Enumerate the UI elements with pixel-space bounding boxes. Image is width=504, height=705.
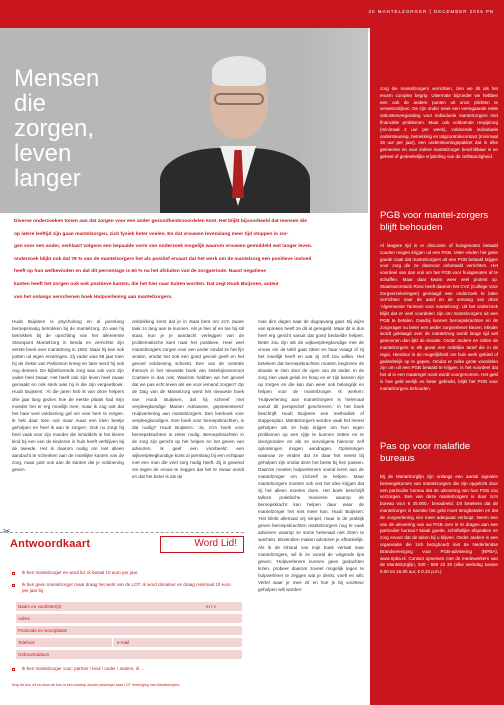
top-bar [0,0,504,28]
headline-line: langer [14,165,81,192]
body-column-3: man dire dagen naar de dagopvang gaat. Bij wijze van spreken heeft ze dit al geregeld. Maar dit is dus heel erg gericht vanuit dat goed bedoelde helpen. Beter zou zijn als de wijkverpleegkundige met de vrouw om de tafel gaat zitten en haar vraagt of zij het moeilijk heeft en wat zij zelf zou willen. Het betekent dat beroepskrachten moeten beginnen de situatie te zien door de ogen van de ander. In de zorg zien vaak geluk en hoop en er zijn kansen zijn op zorgen en die kan dan weer ook belangrijk en helpen voor de mantelzorger. Ik werken: 'Hulpverlening aan mantelzorgers is helemaal vanuit dit perspectief geschreven.' In het boek beschrijft Huub Buijssen een methodiek of stappenplan. Mantelzorgers worden vaak het meest geholpen als ze hulp krijgen om hun eigen problemen op een rijtje te kunnen zetten en te doorgronden en als ze vervolgens hiervoor zelf oplossingen mogen aandragen. Oplossingen waarvan ze vinden dat ze daar het meest bij geholpen zijn omdat deze het beste bij hen passen. Daarom moeten hulpverleners vooral leren aan de mantelzorger om zichzelf te helpen. Maar mantelzorgers moeten ook niet het idee krijgen dat zij het alleen moeten doen. Het boek beschrijft talloze praktische manieren waarop de beroepskracht kan helpen daar waar de mantelzorger het met meer kan. Huub Buijssen: 'Het klinkt allemaal vrij simpel, maar in de praktijk geven beroepskrachten mantelzorgers nog te vaak adviezen waarop ze soms helemaal niet zitten te wachten. Bovendien maken adviezen je afhankelijk. Als ik de inhoud van mijn boek vertaal naar mantelzorgers, wil ik ze vooral de volgende tips geven: 'Hulpverleners kunnen geen gedachten lezen, probeer daarom zoveel mogelijk tegen te hulpverlener te zeggen wat je denkt, voelt en wilt. Vertel waar je mee zit en hoe je bij voorkeur geholpen wilt worden'. [258,319,364,592]
address-field[interactable] [16,614,242,624]
phone-label: Telefoon [18,640,36,645]
sidebar-body-pgb: Al langere tijd is er discussie of huisgenoten betaald zouden mogen krijgen uit een PGB. Veler vinden het geen goede zaak dat mantelzorgers uit een PGB betaald krijgen voor zorg die ze daarvoor onbetaald verrichten. Het voordeel van dan ook om het PGB voor huisgenoten af te schaffen. Maar daar kwam weer veel protest op. Staatssecretaris Ross heeft daarom het CVZ (College Voor Zorgverzekeringen) gevraagd een onderzoek te laten verrichten naar de aard en de omvang van deze 'Algemeente Tarieven voor mantelzorg'. Uit het onderzoek blijkt dat er veel voordelen zijn om mantelzorgers uit een PGB te betalen. Daarbij kunnen beroepskrachten en de zorgvrager nu beter een ander zorgverlener kiezen. Minder wordt geklaagd over de mantelzorg wordt lange tijd wel gewonnen dan lijkt de situatie. Onder andere en zullen de mantelzorgers in elk geval een redelijke tarief die in de regio. Hierdoor is de mogelijkheid om huis werk gebied of gedeeltelijk op te gepen. Omdat er zulke grote voordelen zijn om uit een PGB betaald te krijgen, is het voordeel dat het al in een maatregel nooit wordt voorgenomen. Het geld is hoe geld eerlijk en beter gebruikt, blijkt het PGB voor mantelzorgers behouden. [380,243,498,391]
article-headline [14,66,99,191]
lead-line: van het onlangs verschenen boek Hulpverlening aan mantelzorgers. [14,294,173,300]
sidebar-heading-bureaus: Pas op voor malafide bureaus [380,441,471,464]
postal-field[interactable] [16,626,242,636]
birthdate-field[interactable] [16,650,242,660]
option-checkbox[interactable] [12,668,15,671]
hero-photo [0,28,368,213]
join-badge: Word Lid! [160,536,244,553]
lead-line: onderzoek blijkt ook dat 76 % van de mantelzorgers het als positief ervaart dat het werk om de mantelzorg een positieve invloed [14,256,312,262]
body-column-1: Huub Buijssen is psycholoog en al jarenlang beroepsmatig betrokken bij de mantelzorg. Zo was hij betrokken bij de oprichting van het allereerste Steunpunt Mantelzorg in Breda en verrichtte zijn eerste boek over mantelzorg in 1992. Maar hij kan ook putten uit eigen ervaringen. Zij vader was 58 jaar toen hij de ziekte van Parkinson kreeg en later werd hij ook nog dement. De bijbehorende zorg was ook voor zijn vader heel zwaar. Het heeft ook zijn leven heel zwaar gemaakt en ook sterk was hij in die zijn vergeetboek. Huub Buijssen: 'Al die jaren heb ik van deze helpers drie jaar lang gezien hoe de eerste plaats had mijn moeder het er erg moeilijk mee, maar ik zag ook dat het haar veel voldoening gaf om voor hem te zorgen. Ik heb daar toen ook maar maar een klein beetje geholpen en heel ik aan te zorgen'. Ook nu zorgt hij heel vaak voor zijn moeder die inmiddels in het kleine kind bij een van de kinderen in huis heeft verblijven bij de tweede. Het is daarom nodig om niet alleen aandacht te schenken aan de moeilijke kanten van de zorg, maar juist ook aan de kanten die je voldoening geven. [12,319,124,472]
headline-line: zorgen, [14,115,95,142]
option-checkbox[interactable] [12,584,15,587]
answer-card-title: Antwoordkaart [10,538,91,550]
lead-line: kanten heeft het zorgen ook ook positieve kanten, die het hier naar buiten worden. Dat zegt Huub Buijssen, auteur [14,281,279,287]
lead-line: Diverse onderzoeken tonen aan dat zorgen voor een ander gezondheidsvoordelen kent. Het blijkt bijvoorbeeld dat mensen die [14,219,307,224]
option-checkbox[interactable] [12,572,15,575]
phone-field[interactable] [16,638,242,648]
address-label: Adres [18,616,30,621]
option-member: Ik ben mantelzorger en word lid. Ik betaal 10 euro per jaar. [22,570,139,575]
gender-label: m / v [206,604,216,609]
answer-card-footer: Knip de bon uit en stuur de bon in een envelop zonder postzegel naar LOT Vereniging van Mantelzorgers. [12,683,181,687]
postal-label: Postcode en woonplaats [18,628,68,633]
portrait-glasses [214,93,264,105]
body-column-2: ontdekking komt dat je in staat bent om zo'n zware taak zo lang aan te kunnen. Als je hier af en toe bij stil staat, kun je je aandacht verleggen van de problematische kant naar het positieve. Heel veel mantelzorgers zorgen voor een ander omdat ze het fijn vinden, omdat het ook een goed gevoel geeft en het gevoel voldoening schenkt. Een van de centrale thema's in het nieuwste boek van Notebijnsvennoot Coetsee is dan ook: Waarom hebben we het gevoel dat we pas echt leven als we voor iemand zorgen? Op de Dag van de Mantelzorg werd het nieuwste boek van Huub Buijssen, dat hij schreef met verpleegkundige Marian Adriaanse, gepresenteerd: Hulpverlening aan mantelzorgers. Een leerboek voor verpleegkundigen. Een boek voor beroepskrachten, is dat nodig? Huub Buijssen: 'Ja, zo'n boek voor beroepskrachten is zeker nodig. Beroepskrachten in de zorg zijn gericht op het helpen en het geven van adviezen. Ik geef een voorbeeld: een wijkverpleegkundige komt al jarenlang bij een echtpaar met een man die veel zorg nodig heeft. Zij is gewend om tegen de vrouw te zeggen dat het te zwaar wordt en dat het beter is als de [132,319,244,480]
scissors-icon: ✂ [3,526,11,536]
lead-line: gen voor een ander, verklaart volgens een bepaalde vorm van onderzoek mogelijk waarom vrouwen gemiddeld wat langer leven. [14,244,313,250]
option-care-relation: Ik ben mantelzorger voor: partner / kind / ouder / anders, nl. ... [22,666,146,671]
cut-line [0,532,244,533]
birthdate-label: Geboortedatum [18,652,50,657]
sidebar-intro: zorg die mantelzorgers verrichten, zien we dit als het enorm complex begrip. Uitermate bijzonder we hebben een ook de andere punten uit onze plichten te verwezenlijken. De zijn onder meer een verregaande reële onkostenvergoeding voor individuele mantelzorgers met financiële problemen. Maar ook voldoende respijtzorg (minimaal 4 uur per week), voldoende individuele ondersteuning, betrekking en tolgcontrolecontact (minimaal 26 uur per jaar), een ondersteuningspakket dat in elke gemeente en voor iedere mantelzorger beschikbaar is en geheel of gedeeltelijke vrijstelling van de zelfstandigheid. [380,86,498,159]
name-field[interactable] [16,602,242,612]
article-lead [12,216,362,304]
photo-background [300,28,368,213]
lead-line: op latere leeftijd zijn gaan mantelzorgen, zich fysiek beter voelen. En dat vrouwen levenslang meer tijd stoppen in zor- [14,231,289,237]
headline-line: Mensen [14,65,100,92]
sidebar-heading-pgb: PGB voor mantel-zorgers blijft behouden [380,210,489,233]
name-label: Naam en voorletter(s) [18,604,62,609]
headline-line: die [14,90,47,117]
sidebar [370,28,504,705]
option-donor: Ik ben geen mantelzorger maar draag het werk van de LOT. Ik word donateur en draag minimaal 10 euro per jaar bij. [22,582,231,593]
portrait-hair [212,56,266,86]
email-label: e-mail [112,638,129,648]
sidebar-body-bureaus: Bij de Mantelzorglijn zijn onlangs een aantal signalen binnengekomen van mantelzorgers die zijn opgelicht door een particulier bureau dat de uitvoering van hun PGB zou verzorgen. Een van deze mantelzorgers is door zo'n bureau voor € 35.000,- benadeeld. Dit betekent dat de mantelzorger in kwestie het geld moet terugbetalen en dat de zorgverlening niet meer adequaat verloopt. Neem een van de uitvoering van uw PGB over in te dragen aan een particulier bureau? Maak goede, schriftelijke afspraken en zorg ervoor dat de taken bij u blijven. Onder andere is een organisatie die zich bezighoudt met de Nederlandse Brandvereniging voor PGB-advisering (NPBA), www.npba.nl. Contact opnemen met de medewerkers van de Mantelzorglijn, 030 - 659 22 20 (elke werkdag tussen 9.00 en 16.00 uur, € 0,10 p.m.) [380,474,498,575]
running-head: 30 MANTELZORGER | DECEMBER 2005 PB [368,9,494,14]
headline-line: leven [14,140,72,167]
lead-line: heeft op hun welbevinden en dat dit percentage is 60 % na het afsluiten van de zorgperiode. Naast negatieve [14,269,266,275]
